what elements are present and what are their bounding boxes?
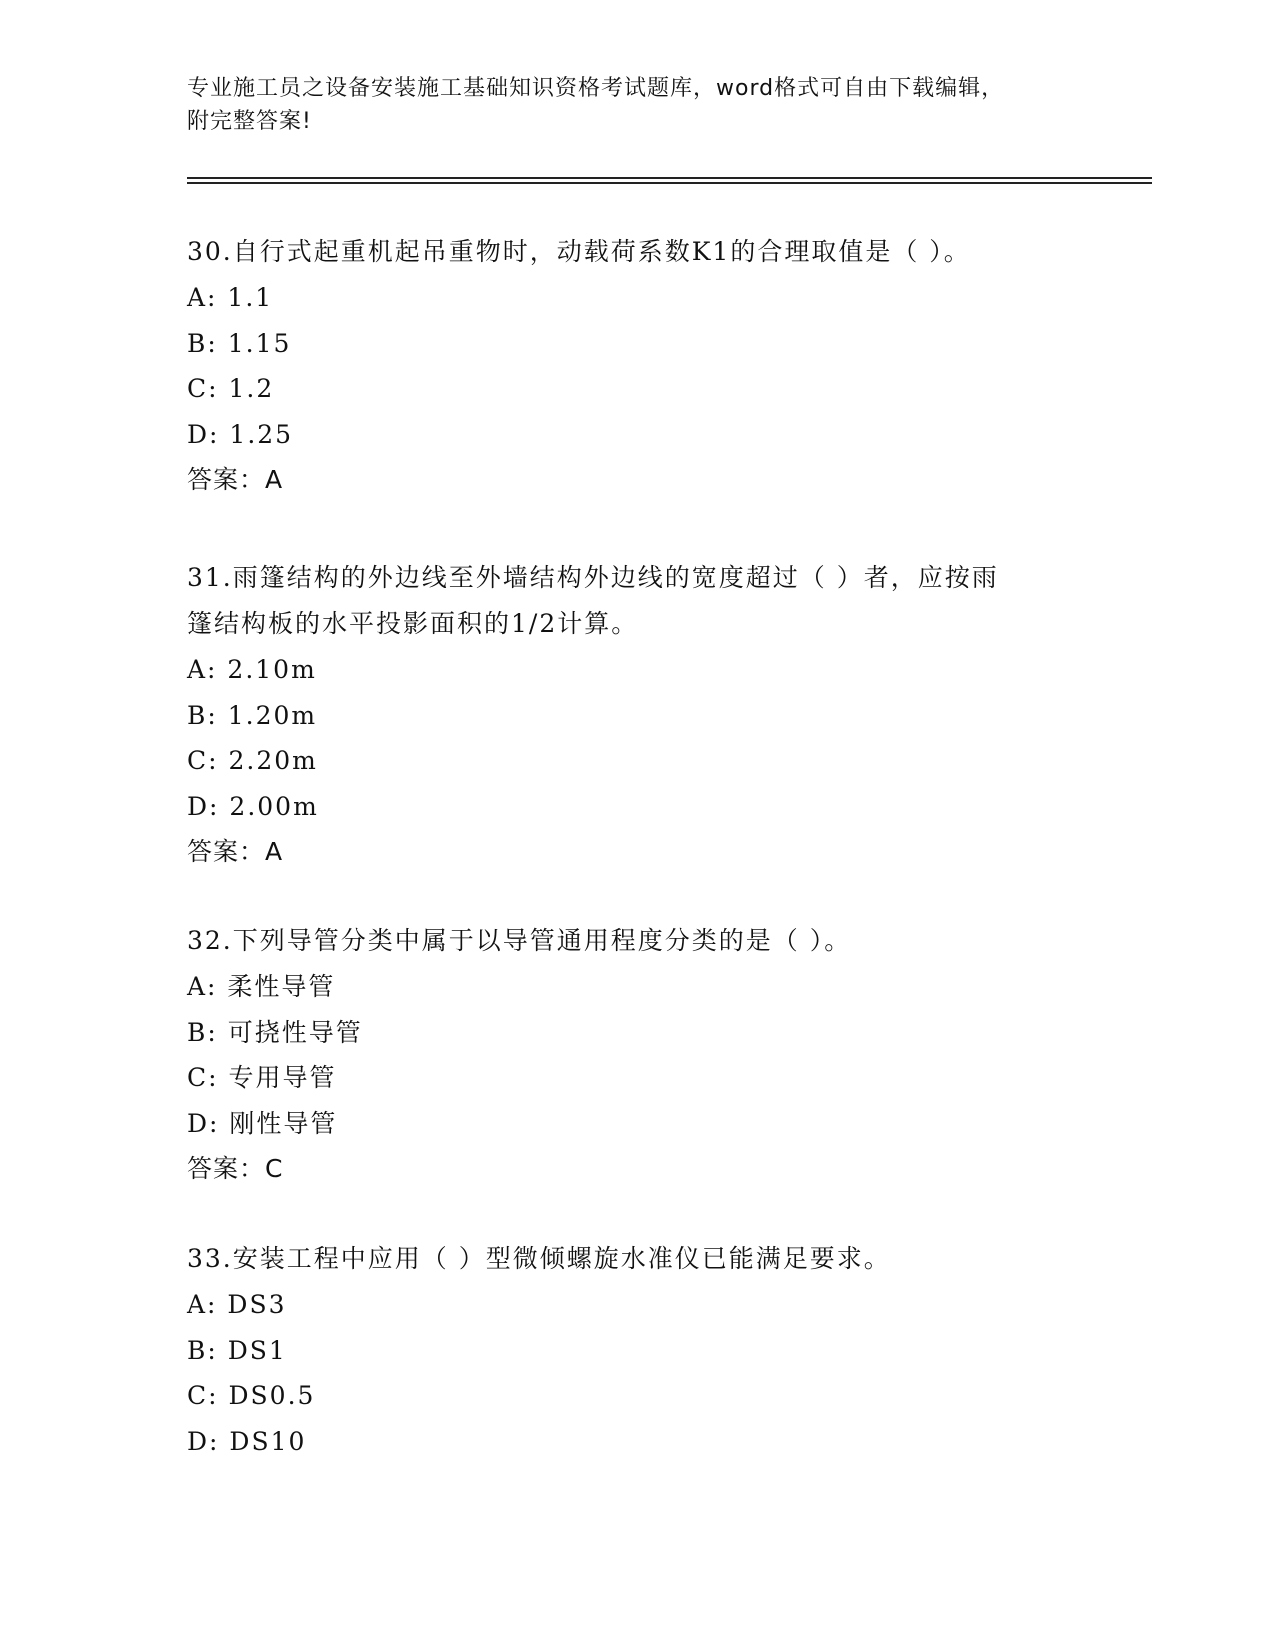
option-b: B: 1.20m [187, 700, 318, 730]
question-stem: 33.安装工程中应用（ ）型微倾螺旋水准仪已能满足要求。 [187, 1244, 891, 1273]
option-d: D: DS10 [187, 1426, 307, 1456]
option-d: D: 1.25 [187, 419, 294, 449]
option-a: A: 1.1 [187, 283, 274, 312]
option-d: D: 2.00m [187, 791, 319, 821]
header-line-2: 附完整答案! [187, 109, 312, 134]
answer: 答案：C [187, 1154, 284, 1184]
option-c: C: 专用导管 [187, 1063, 337, 1093]
question-stem-line-1: 31.雨篷结构的外边线至外墙结构外边线的宽度超过（ ）者，应按雨 [187, 563, 999, 592]
option-c: C: DS0.5 [187, 1381, 316, 1411]
question-32 [187, 918, 1087, 1192]
option-a: A: 柔性导管 [187, 972, 336, 1001]
option-b: B: DS1 [187, 1335, 287, 1365]
header-divider-bottom [187, 182, 1152, 184]
question-stem: 30.自行式起重机起吊重物时，动载荷系数K1的合理取值是（ ）。 [187, 237, 971, 266]
question-31 [187, 555, 1087, 875]
option-b: B: 1.15 [187, 328, 292, 358]
question-stem: 32.下列导管分类中属于以导管通用程度分类的是（ ）。 [187, 926, 852, 955]
answer: 答案：A [187, 837, 284, 867]
question-33 [187, 1236, 1087, 1464]
option-a: A: DS3 [187, 1290, 287, 1319]
option-c: C: 1.2 [187, 374, 275, 404]
option-b: B: 可挠性导管 [187, 1017, 363, 1047]
document-header [187, 72, 1087, 138]
header-line-1: 专业施工员之设备安装施工基础知识资格考试题库，word格式可自由下载编辑， [187, 76, 1005, 101]
option-d: D: 刚性导管 [187, 1108, 338, 1138]
question-stem-line-2: 篷结构板的水平投影面积的1/2计算。 [187, 609, 639, 638]
option-a: A: 2.10m [187, 655, 317, 684]
option-c: C: 2.20m [187, 746, 318, 776]
header-divider-top [187, 177, 1152, 179]
answer: 答案：A [187, 465, 284, 495]
question-30 [187, 229, 1087, 503]
